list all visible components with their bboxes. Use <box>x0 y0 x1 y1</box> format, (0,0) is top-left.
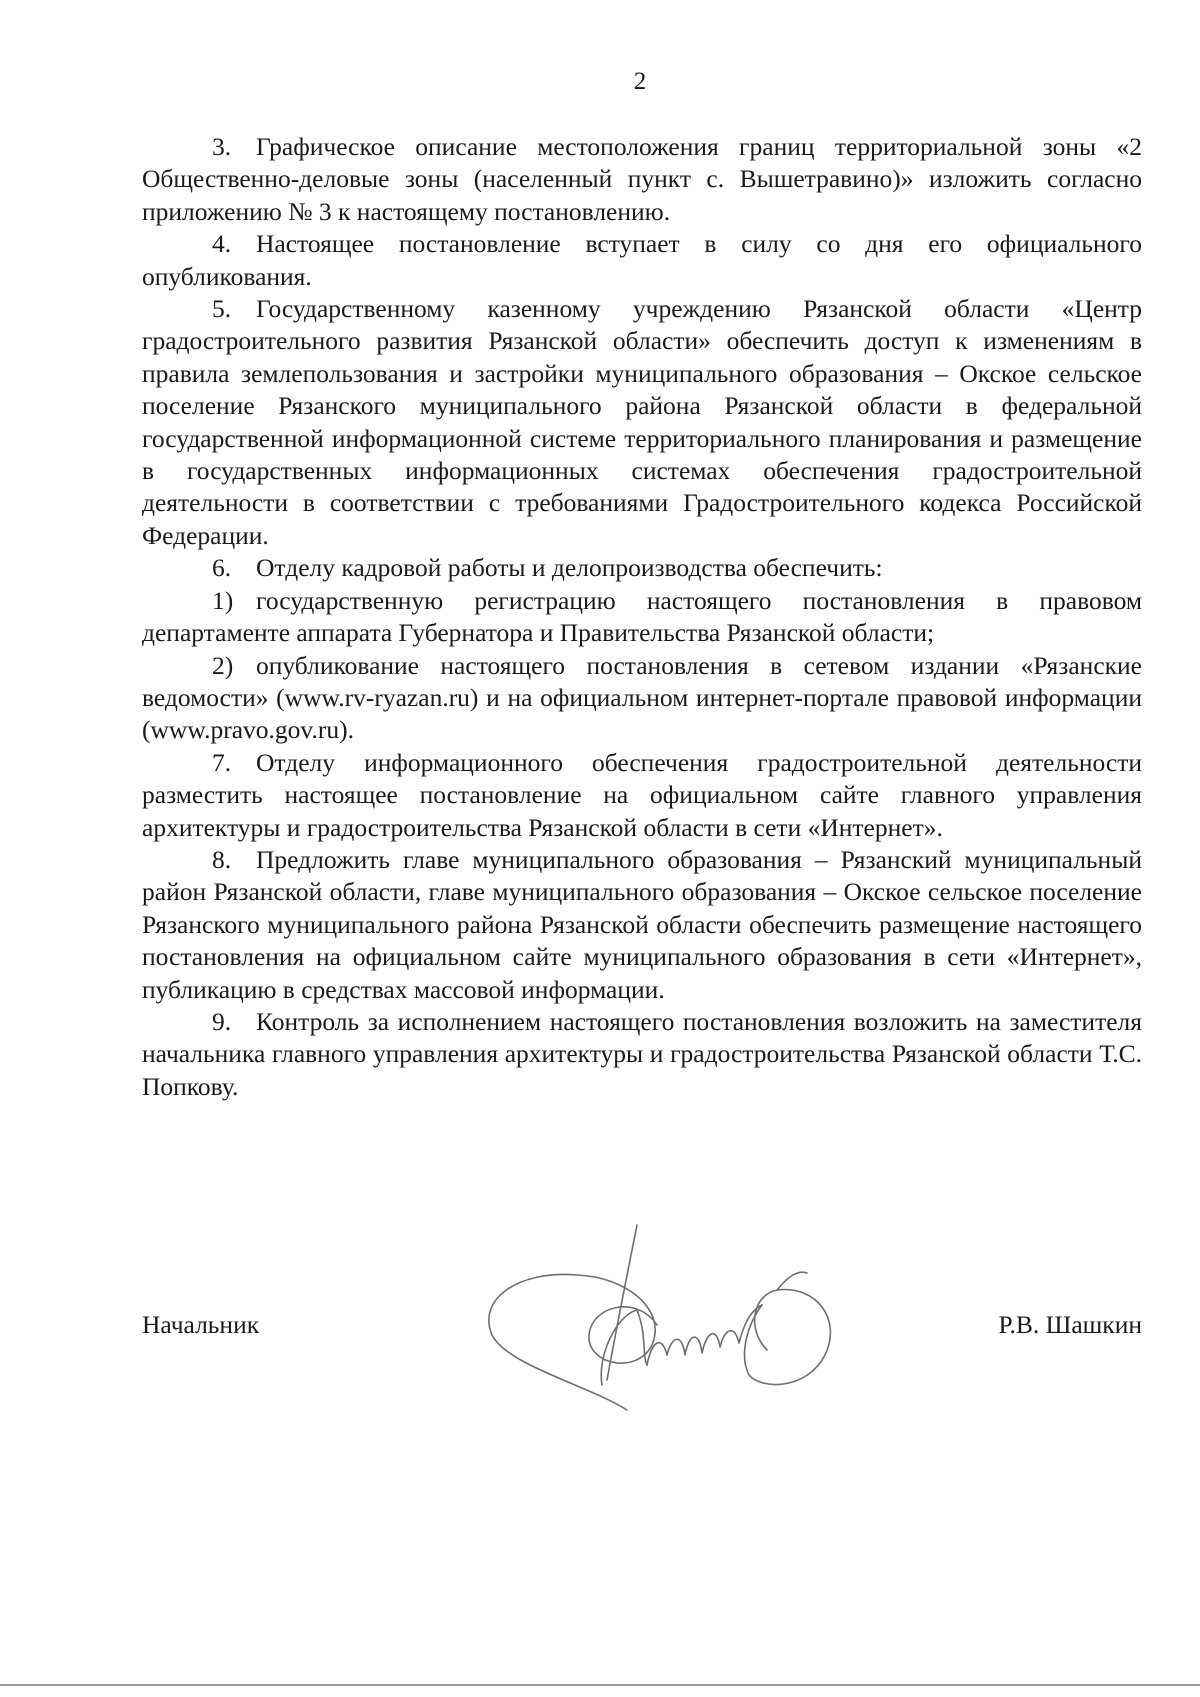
paragraph-text: Отделу информационного обеспечения градостроительной деятельности разместить настоящее постановление на официальном сайте главного управления архитектуры и градостроительства Рязанской области в сети «Интернет». <box>142 747 1142 842</box>
paragraph-text: Графическое описание местоположения границ территориальной зоны «2 Общественно-деловые зоны (населенный пункт с. Вышетравино)» изложить согласно приложению № 3 к настоящему постановлению. <box>142 132 1142 226</box>
paragraph-7 <box>142 747 1142 844</box>
paragraph-8 <box>142 844 1142 1006</box>
signer-position: Начальник <box>142 1310 260 1339</box>
paragraph-text: Контроль за исполнением настоящего постановления возложить на заместителя начальника главного управления архитектуры и градостроительства Рязанской области Т.С. Попкову. <box>142 1006 1142 1101</box>
paragraph-9 <box>142 1006 1142 1103</box>
signer-name: Р.В. Шашкин <box>998 1310 1142 1339</box>
paragraph-5 <box>142 293 1142 552</box>
paragraph-text: Предложить главе муниципального образования – Рязанский муниципальный район Рязанской области, главе муниципального образования – Окское сельское поселение Рязанского муниципального района Рязанской области обеспечить размещение настоящего постановления на официальном сайте муниципального образования в сети «Интернет», публикацию в средствах массовой информации. <box>142 844 1142 1004</box>
page-number: 2 <box>633 68 647 95</box>
paragraph-number: 2) <box>212 650 234 680</box>
paragraph-6-item-2 <box>142 650 1142 747</box>
paragraph-4 <box>142 228 1142 293</box>
paragraph-text: Отделу кадровой работы и делопроизводства обеспечить: <box>256 553 883 583</box>
handwritten-signature <box>477 1215 847 1425</box>
paragraph-number: 3. <box>212 132 232 161</box>
scan-edge-line <box>0 1684 1200 1686</box>
document-body <box>142 131 1142 1103</box>
paragraph-number: 9. <box>212 1006 232 1036</box>
paragraph-text: опубликование настоящего постановления в сетевом издании «Рязанские ведомости» (www.rv-ryazan.ru) и на официальном интернет-портале правовой информации (www.pravo.gov.ru). <box>142 650 1142 745</box>
paragraph-number: 6. <box>212 553 232 583</box>
paragraph-text: Государственному казенному учреждению Рязанской области «Центр градостроительного развития Рязанской области» обеспечить доступ к изменениям в правила землепользования и застройки муниципального образования – Окское сельское поселение Рязанского муниципального района Рязанской области в федеральной государственной информационной системе территориального планирования и размещение в государственных информационных системах обеспечения градостроительной деятельности в соответствии с требованиями Градостроительного кодекса Российской Федерации. <box>142 294 1142 550</box>
paragraph-6 <box>142 552 1142 584</box>
signature-block <box>142 1290 1142 1430</box>
paragraph-number: 5. <box>212 294 232 324</box>
paragraph-text: государственную регистрацию настоящего постановления в правовом департаменте аппарата Губернатора и Правительства Рязанской области; <box>142 585 1142 648</box>
paragraph-3 <box>142 131 1142 228</box>
paragraph-number: 8. <box>212 844 232 874</box>
paragraph-text: Настоящее постановление вступает в силу со дня его официального опубликования. <box>142 229 1142 291</box>
paragraph-6-item-1 <box>142 585 1142 650</box>
paragraph-number: 4. <box>212 229 232 259</box>
paragraph-number: 7. <box>212 747 232 777</box>
paragraph-number: 1) <box>212 585 234 615</box>
